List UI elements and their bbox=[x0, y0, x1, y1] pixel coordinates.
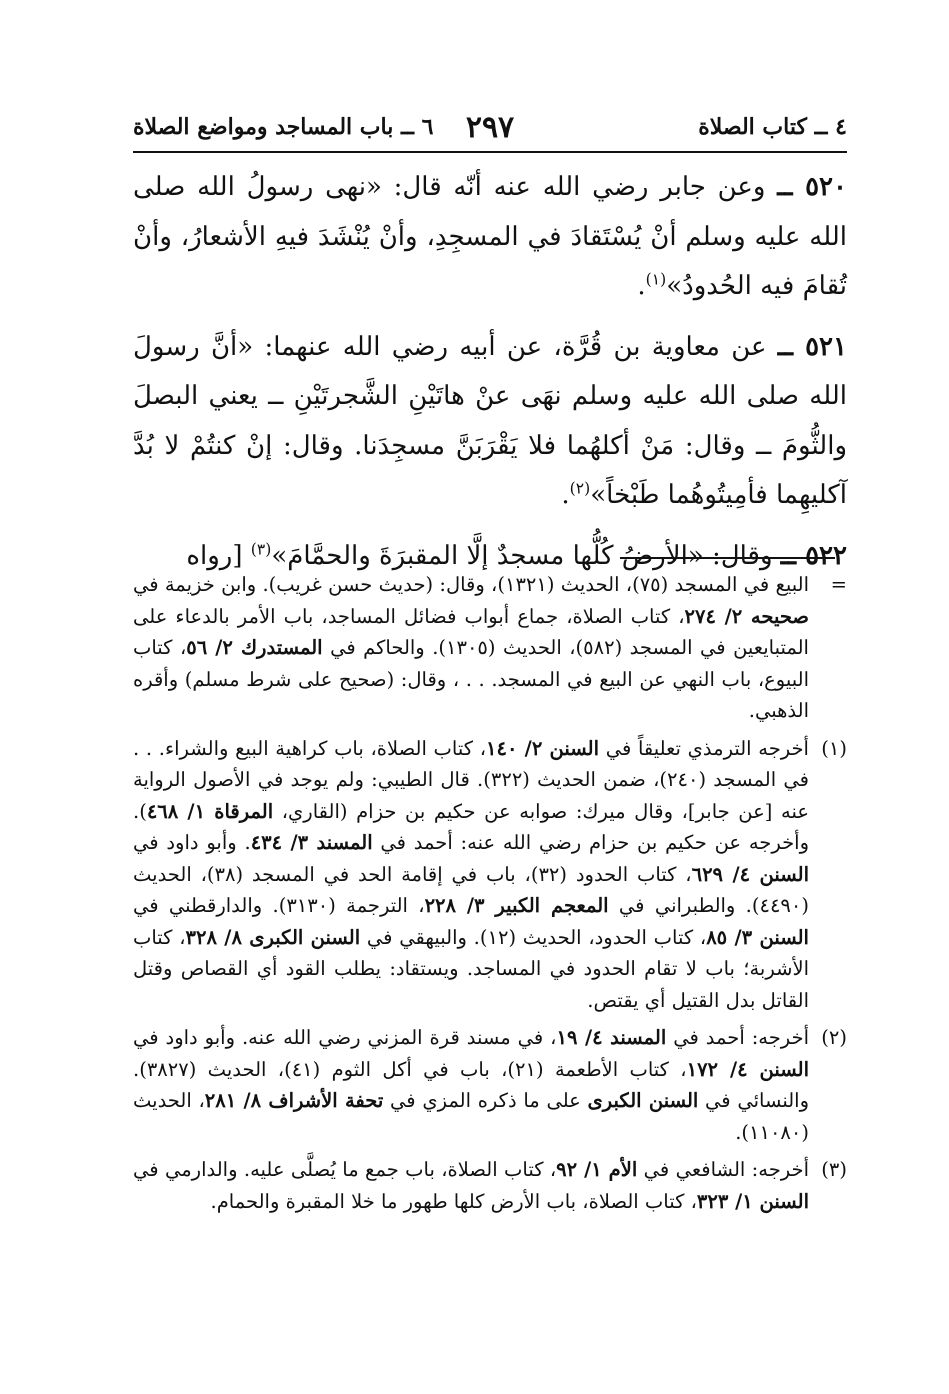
source-citation: السنن ٤/ ٦٢٩ bbox=[691, 862, 810, 886]
source-citation: السنن الكبرى bbox=[587, 1089, 699, 1112]
hadith-text: عن معاوية بن قُرَّة، عن أبيه رضي الله عنهما: «أنَّ رسولَ الله صلى الله عليه وسلم نهَى عنْ هاتَيْنِ الشَّجرتَيْنِ ــ يعني البصلَ والثُّومَ ــ وقال: مَنْ أكلهُما فلا يَقْرَبَنَّ مسجِدَنا. وقال: إنْ كنتُمْ لا بُدَّ آكليهِما فأمِيتُوهُما طَبْخاً» bbox=[133, 331, 847, 510]
footnote bbox=[133, 733, 847, 1017]
source-citation: السنن ٤/ ١٧٢ bbox=[686, 1057, 809, 1081]
source-citation: المرقاة ١/ ٤٦٨ bbox=[146, 799, 274, 823]
footnote-text: ، كتاب الأطعمة (٢١)، باب في أكل الثوم (٤١)، الحديث (٣٨٢٧). والنسائي في bbox=[133, 1057, 810, 1112]
source-citation: المسند ٣/ ٤٣٤ bbox=[250, 831, 373, 854]
hadith-text: وقال: «الأرضُ كُلُّها مسجدٌ إلَّا المقبرَةَ والحمَّامَ» bbox=[271, 540, 773, 571]
hadith-text: وعن جابر رضي الله عنه أنّه قال: «نهى رسولُ الله صلى الله عليه وسلم أنْ يُسْتَقادَ في المسجِدِ، وأنْ يُنْشَدَ فيهِ الأشعارُ، وأنْ تُقامَ فيه الحُدودُ» bbox=[133, 172, 847, 301]
source-citation: السنن الكبرى ٨/ ٣٢٨ bbox=[185, 925, 361, 949]
footnote-marker: (١) bbox=[821, 736, 847, 760]
source-citation: الأم ١/ ٩٢ bbox=[556, 1158, 638, 1181]
source-citation: المسند ٤/ ١٩ bbox=[556, 1026, 667, 1049]
hadith-end: . bbox=[561, 480, 570, 510]
footnote-marker: = bbox=[830, 573, 847, 596]
footnote-text: ، في مسند قرة المزني رضي الله عنه. وأبو داود في bbox=[133, 1026, 557, 1049]
footnote-text: ، كتاب الصلاة، جماع أبواب فضائل المساجد، باب الأمر بالدعاء على المتبايعين في المسجد (٥٨٢)، الحديث (١٣٠٥). والحاكم في bbox=[133, 604, 809, 659]
footnote bbox=[133, 569, 847, 727]
chapter-title: ٦ ــ باب المساجد ومواضع الصلاة bbox=[133, 114, 434, 140]
footnote-marker: (٢) bbox=[821, 1026, 847, 1049]
hadith-number: ٥٢١ ــ bbox=[777, 331, 847, 362]
footnote-text: أخرجه: الشافعي في bbox=[637, 1158, 809, 1181]
hadith-end: [رواه bbox=[186, 540, 251, 571]
footnote-text: ، كتاب الأشربة؛ باب لا تقام الحدود في المساجد. ويستقاد: يطلب القود أي القصاص وقتل القاتل بدل القتيل أي يقتص. bbox=[133, 925, 809, 1012]
footnote-marker: (٣) bbox=[821, 1158, 847, 1181]
header-divider bbox=[133, 151, 847, 153]
source-citation: المستدرك ٢/ ٥٦ bbox=[186, 636, 323, 659]
footnote-text: . وأبو داود في bbox=[133, 831, 251, 854]
footnote-text: على ما ذكره المزي في bbox=[383, 1089, 588, 1112]
source-citation: تحفة الأشراف ٨/ ٢٨١ bbox=[204, 1089, 384, 1112]
footnote-text: ، كتاب الحدود (٣٢)، باب في إقامة الحد في المسجد (٣٨)، الحديث (٤٤٩٠). والطبراني في bbox=[133, 862, 809, 917]
footnote-text: ، الترجمة (٣١٣٠). والدارقطني في bbox=[133, 894, 425, 917]
footnotes bbox=[133, 569, 847, 1223]
footnote-text: أخرجه الترمذي تعليقاً في bbox=[599, 736, 809, 760]
footnote-ref: (٢) bbox=[569, 479, 591, 498]
footnote-text: ، كتاب الصلاة، باب كراهية البيع والشراء. . . في المسجد (٢٤٠)، ضمن الحديث (٣٢٢). قال الطيبي: ولم يوجد في الأصول الرواية عنه [عن جابر]، وقال ميرك: صوابه عن حكيم بن حزام (القاري، bbox=[133, 736, 809, 823]
hadith-paragraph bbox=[133, 163, 847, 312]
footnote-divider bbox=[620, 557, 835, 559]
hadith-number: ٥٢٢ ــ bbox=[780, 540, 847, 571]
footnote-text: أخرجه: أحمد في bbox=[666, 1026, 810, 1049]
footnote-text: ). وأخرجه عن حكيم بن حزام رضي الله عنه: أحمد في bbox=[133, 799, 810, 854]
hadith-number: ٥٢٠ ــ bbox=[777, 172, 847, 202]
page-number: ٢٩٧ bbox=[465, 110, 515, 145]
footnote-text: ، كتاب البيوع، باب النهي عن البيع في المسجد. . . ، وقال: (صحيح على شرط مسلم) وأقره الذهبي. bbox=[133, 636, 809, 722]
source-citation: السنن ٢/ ١٤٠ bbox=[486, 736, 600, 760]
footnote-ref: (١) bbox=[645, 270, 667, 289]
hadith-end: . bbox=[637, 271, 646, 301]
footnote-text: ، كتاب الصلاة، باب الأرض كلها طهور ما خلا المقبرة والحمام. bbox=[210, 1189, 697, 1213]
footnote bbox=[133, 1022, 847, 1148]
footnote bbox=[133, 1154, 847, 1217]
footnote-text: البيع في المسجد (٧٥)، الحديث (١٣٢١)، وقال: (حديث حسن غريب). وابن خزيمة في bbox=[133, 573, 809, 596]
running-header bbox=[133, 110, 847, 150]
source-citation: المعجم الكبير ٣/ ٢٢٨ bbox=[424, 894, 609, 917]
source-citation: السنن ٣/ ٨٥ bbox=[706, 925, 809, 949]
footnote-text: ، كتاب الصلاة، باب جمع ما يُصلَّى عليه. والدارمي في bbox=[133, 1158, 557, 1181]
hadith-paragraph bbox=[133, 323, 847, 521]
source-citation: صحيحه ٢/ ٢٧٤ bbox=[684, 604, 809, 628]
main-text bbox=[133, 163, 847, 592]
footnote-text: ، الحديث (١١٠٨٠). bbox=[133, 1089, 809, 1144]
footnote-ref: (٣) bbox=[250, 539, 272, 558]
footnote-text: ، كتاب الحدود، الحديث (١٢). والبيهقي في bbox=[360, 925, 707, 949]
source-citation: السنن ١/ ٣٢٣ bbox=[696, 1189, 809, 1213]
book-title: ٤ ــ كتاب الصلاة bbox=[698, 114, 847, 140]
